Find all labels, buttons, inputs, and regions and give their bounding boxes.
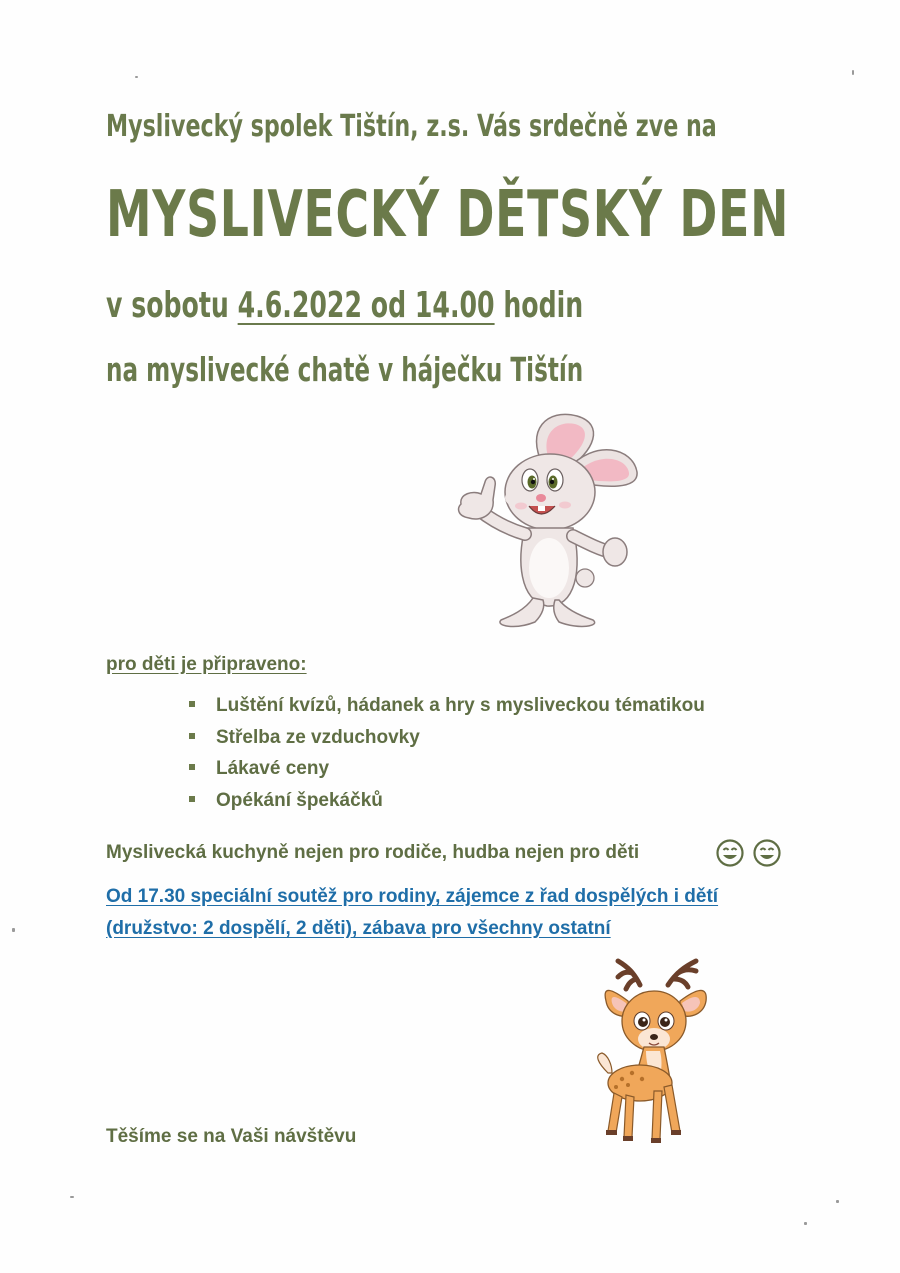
date-time: 4.6.2022 od 14.00 <box>237 285 495 326</box>
scan-speck <box>135 76 138 78</box>
contest-line-2: (družstvo: 2 dospělí, 2 děti), zábava pro všechny ostatní <box>106 918 611 939</box>
contest-line-1: Od 17.30 speciální soutěž pro rodiny, zájemce z řad dospělých i dětí <box>106 886 719 907</box>
date-suffix: hodin <box>494 285 584 326</box>
place-line: na myslivecké chatě v háječku Tištín <box>106 350 584 389</box>
list-item: Luštění kvízů, hádanek a hry s mysliveckou tématikou <box>186 692 705 724</box>
list-item: Lákavé ceny <box>186 755 705 787</box>
bullet-icon <box>189 733 195 739</box>
fawn-illustration <box>588 955 723 1150</box>
program-list <box>186 692 705 818</box>
scan-speck <box>12 928 15 932</box>
scan-speck <box>70 1196 74 1198</box>
bunny-illustration <box>455 410 645 635</box>
smiley-icon <box>752 838 782 868</box>
list-item: Střelba ze vzduchovky <box>186 724 705 756</box>
smiley-icon <box>715 838 745 868</box>
closing-line: Těšíme se na Vaši návštěvu <box>106 1126 357 1147</box>
scan-speck <box>852 70 854 75</box>
list-item: Opékání špekáčků <box>186 787 705 819</box>
scan-speck <box>804 1222 807 1225</box>
intro-line: Myslivecký spolek Tištín, z.s. Vás srdečně zve na <box>106 109 717 144</box>
bullet-icon <box>189 796 195 802</box>
date-line <box>106 285 583 326</box>
bullet-icon <box>189 701 195 707</box>
kitchen-line: Myslivecká kuchyně nejen pro rodiče, hudba nejen pro děti <box>106 842 640 863</box>
page-title: MYSLIVECKÝ DĚTSKÝ DEN <box>106 178 790 252</box>
program-heading: pro děti je připraveno: <box>106 654 307 675</box>
date-prefix: v sobotu <box>106 285 238 326</box>
bullet-icon <box>189 764 195 770</box>
scan-speck <box>836 1200 839 1203</box>
